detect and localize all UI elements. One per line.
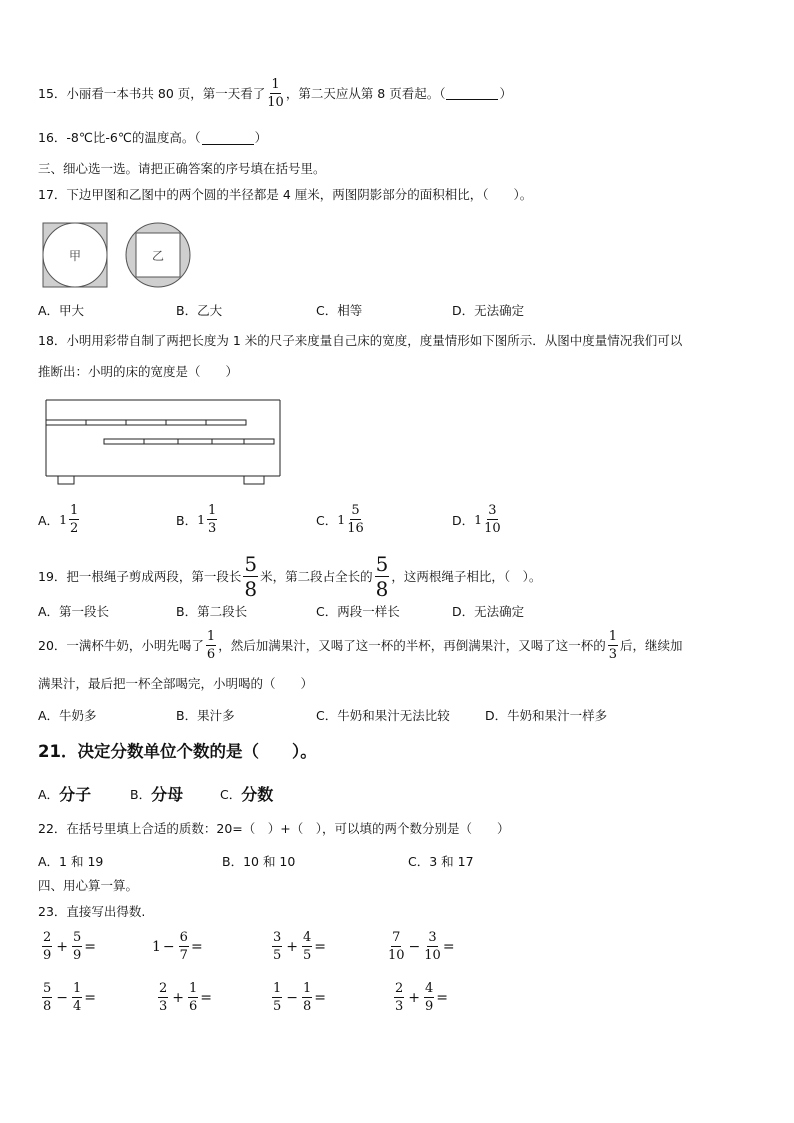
- q20-fraction-2: $\frac{1}{3}$: [608, 629, 617, 662]
- q21-option-b[interactable]: B． 分母: [130, 785, 184, 804]
- q16-answer-blank[interactable]: [202, 132, 254, 145]
- q19-option-b[interactable]: B．第二段长: [176, 604, 248, 619]
- q18-option-a[interactable]: A． 1 $\frac{1}{2}$: [38, 503, 79, 536]
- question-16: 16．-8℃比-6℃的温度高。（ ）: [38, 130, 268, 145]
- question-21: 21．决定分数单位个数的是（ ）。: [38, 742, 317, 761]
- figure-jia: [43, 223, 107, 287]
- q15-text: 15．小丽看一本书共 80 页，第一天看了: [38, 85, 266, 101]
- q17-option-c[interactable]: C．相等: [316, 303, 363, 318]
- q21-option-c[interactable]: C． 分数: [220, 785, 274, 804]
- q21-option-a[interactable]: A． 分子: [38, 785, 92, 804]
- q19-option-c[interactable]: C．两段一样长: [316, 604, 400, 619]
- q20-option-a[interactable]: A．牛奶多: [38, 708, 97, 723]
- calc-6: $\frac{2}{3}$ + $\frac{1}{6}$ =: [159, 981, 213, 1014]
- question-19: 19．把一根绳子剪成两段，第一段长 $\frac{5}{8}$ 米，第二段占全长的 $\frac{5}{8}$ ，这两根绳子相比，（ ）。: [38, 552, 542, 601]
- calc-3: $\frac{3}{5}$ + $\frac{4}{5}$ =: [273, 930, 327, 963]
- q15-answer-blank[interactable]: [446, 87, 498, 100]
- q18-option-b[interactable]: B． 1 $\frac{1}{3}$: [176, 503, 217, 536]
- q18-option-d[interactable]: D． 1 $\frac{3}{10}$: [452, 503, 501, 536]
- question-20-line-1: 20．一满杯牛奶，小明先喝了 $\frac{1}{6}$ ，然后加满果汁，又喝了这一杯的半杯，再倒满果汁，又喝了这一杯的 $\frac{1}{3}$ 后，继续加: [38, 629, 683, 662]
- ruler-top: [46, 420, 246, 425]
- question-23: 23．直接写出得数.: [38, 904, 146, 919]
- ruler-bottom: [104, 439, 274, 444]
- question-22: 22．在括号里填上合适的质数：20=（ ）+（ ），可以填的两个数分别是（ ）: [38, 821, 510, 836]
- q16-text: 16．-8℃比-6℃的温度高。（: [38, 130, 201, 145]
- q15-fraction: $\frac{1}{10}$: [267, 77, 284, 110]
- q22-option-a[interactable]: A．1 和 19: [38, 854, 104, 869]
- figure-yi-label: 乙: [151, 249, 165, 263]
- question-18-line-1: 18．小明用彩带自制了两把长度为 1 米的尺子来度量自己床的宽度，度量情形如下图所示．从图中度量情况我们可以: [38, 333, 683, 348]
- q20-fraction-1: $\frac{1}{6}$: [206, 629, 216, 662]
- figure-jia-label: 甲: [68, 249, 82, 263]
- section-4-heading: 四、用心算一算。: [38, 878, 139, 893]
- q20-option-b[interactable]: B．果汁多: [176, 708, 235, 723]
- calc-1: $\frac{2}{9}$ + $\frac{5}{9}$ =: [43, 930, 97, 963]
- q22-option-b[interactable]: B．10 和 10: [222, 854, 296, 869]
- q20-option-c[interactable]: C．牛奶和果汁无法比较: [316, 708, 450, 723]
- calc-2: 1 − $\frac{6}{7}$ =: [152, 930, 203, 963]
- calc-5: $\frac{5}{8}$ − $\frac{1}{4}$ =: [43, 981, 97, 1014]
- q17-option-b[interactable]: B．乙大: [176, 303, 223, 318]
- q19-fraction-1: $\frac{5}{8}$: [244, 552, 258, 601]
- q17-figures: [42, 222, 192, 288]
- question-15: 15．小丽看一本书共 80 页，第一天看了 $\frac{1}{10}$ ，第二天应从第 8 页看起。（ ）: [38, 77, 512, 110]
- q19-option-a[interactable]: A．第一段长: [38, 604, 110, 619]
- question-20-line-2: 满果汁，最后把一杯全部喝完，小明喝的（ ）: [38, 676, 314, 691]
- q18-option-c[interactable]: C． 1 $\frac{5}{16}$: [316, 503, 364, 536]
- figure-yi: [126, 223, 190, 287]
- q17-option-d[interactable]: D．无法确定: [452, 303, 525, 318]
- q22-option-c[interactable]: C．3 和 17: [408, 854, 474, 869]
- q20-option-d[interactable]: D．牛奶和果汁一样多: [485, 708, 608, 723]
- q19-fraction-2: $\frac{5}{8}$: [375, 552, 389, 601]
- section-3-heading: 三、细心选一选。请把正确答案的序号填在括号里。: [38, 161, 326, 176]
- q19-option-d[interactable]: D．无法确定: [452, 604, 525, 619]
- calc-7: $\frac{1}{5}$ − $\frac{1}{8}$ =: [273, 981, 327, 1014]
- calc-4: $\frac{7}{10}$ − $\frac{3}{10}$ =: [388, 930, 455, 963]
- question-17: 17．下边甲图和乙图中的两个圆的半径都是 4 厘米，两图阴影部分的面积相比，（ ）。: [38, 187, 533, 202]
- question-18-line-2: 推断出：小明的床的宽度是（ ）: [38, 364, 239, 379]
- q15-text-2: ，第二天应从第 8 页看起。（: [285, 85, 446, 101]
- q18-bed-figure: [44, 398, 284, 486]
- q17-option-a[interactable]: A．甲大: [38, 303, 85, 318]
- calc-8: $\frac{2}{3}$ + $\frac{4}{9}$ =: [395, 981, 449, 1014]
